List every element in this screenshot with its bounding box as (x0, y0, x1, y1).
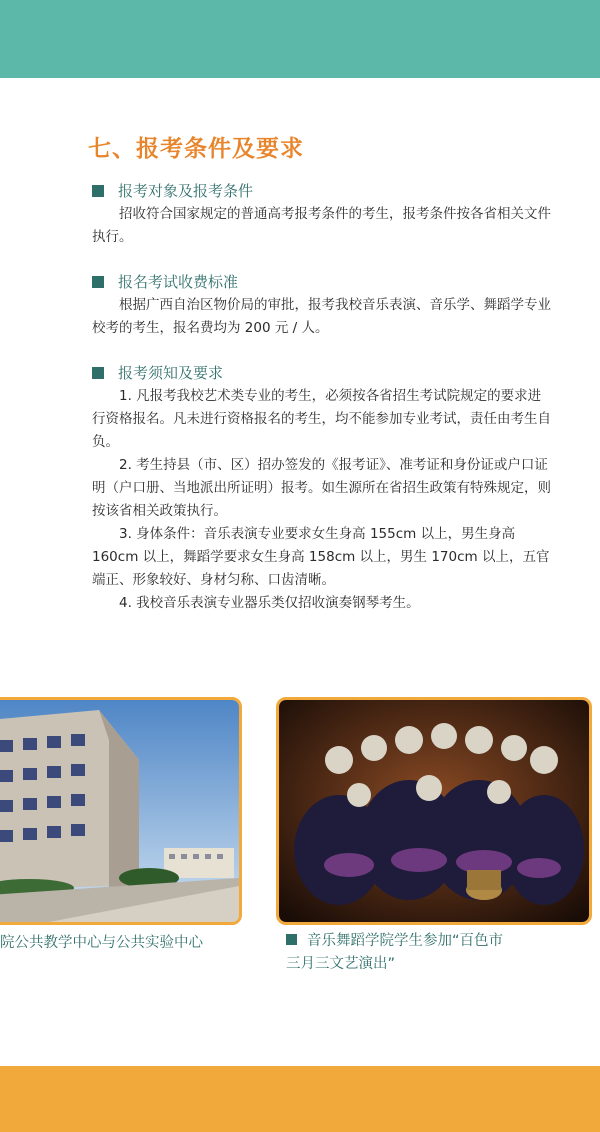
subsection-title: 报考对象及报考条件 (118, 182, 254, 200)
subsection-body-requirements (92, 385, 552, 615)
caption-text-line2: 三月三文艺演出” (286, 956, 396, 972)
subsection-header-fees (92, 271, 238, 292)
dance-performance-image (279, 700, 589, 922)
paragraph: 1. 凡报考我校艺术类专业的考生，必须按各省招生考试院规定的要求进行资格报名。凡未进行资格报名的考生，均不能参加专业考试，责任由考生自负。 (92, 388, 551, 450)
subsection-body-fees (92, 294, 552, 340)
square-bullet-icon (286, 934, 297, 945)
caption-left (0, 932, 203, 955)
bottom-color-band (0, 1066, 600, 1132)
campus-building-photo (0, 697, 242, 925)
section-heading: 七、报考条件及要求 (88, 136, 304, 162)
subsection-title: 报考须知及要求 (118, 364, 224, 382)
square-bullet-icon (92, 276, 104, 288)
paragraph: 4. 我校音乐表演专业器乐类仅招收演奏钢琴考生。 (119, 595, 420, 611)
square-bullet-icon (92, 367, 104, 379)
campus-building-image (0, 700, 239, 922)
subsection-header-eligibility (92, 180, 253, 201)
paragraph: 3. 身体条件：音乐表演专业要求女生身高 155cm 以上，男生身高 160cm 以上，舞蹈学要求女生身高 158cm 以上，男生 170cm 以上，五官端正、形象较好、身材匀称、口齿清晰。 (92, 526, 550, 588)
dance-performance-photo (276, 697, 592, 925)
caption-right (286, 930, 503, 976)
paragraph: 根据广西自治区物价局的审批，报考我校音乐表演、音乐学、舞蹈学专业校考的考生，报名费均为 200 元 / 人。 (92, 297, 551, 336)
subsection-header-requirements (92, 362, 223, 383)
caption-text-line1: 音乐舞蹈学院学生参加“百色市 (307, 933, 504, 949)
caption-text: 院公共教学中心与公共实验中心 (0, 935, 203, 951)
subsection-title: 报名考试收费标准 (118, 273, 239, 291)
paragraph: 招收符合国家规定的普通高考报考条件的考生，报考条件按各省相关文件执行。 (92, 206, 551, 245)
paragraph: 2. 考生持县（市、区）招办签发的《报考证》、准考证和身份证或户口证明（户口册、当地派出所证明）报考。如生源所在省招生政策有特殊规定，则按该省相关政策执行。 (92, 457, 551, 519)
subsection-body-eligibility (92, 203, 552, 249)
square-bullet-icon (92, 185, 104, 197)
top-color-band (0, 0, 600, 78)
